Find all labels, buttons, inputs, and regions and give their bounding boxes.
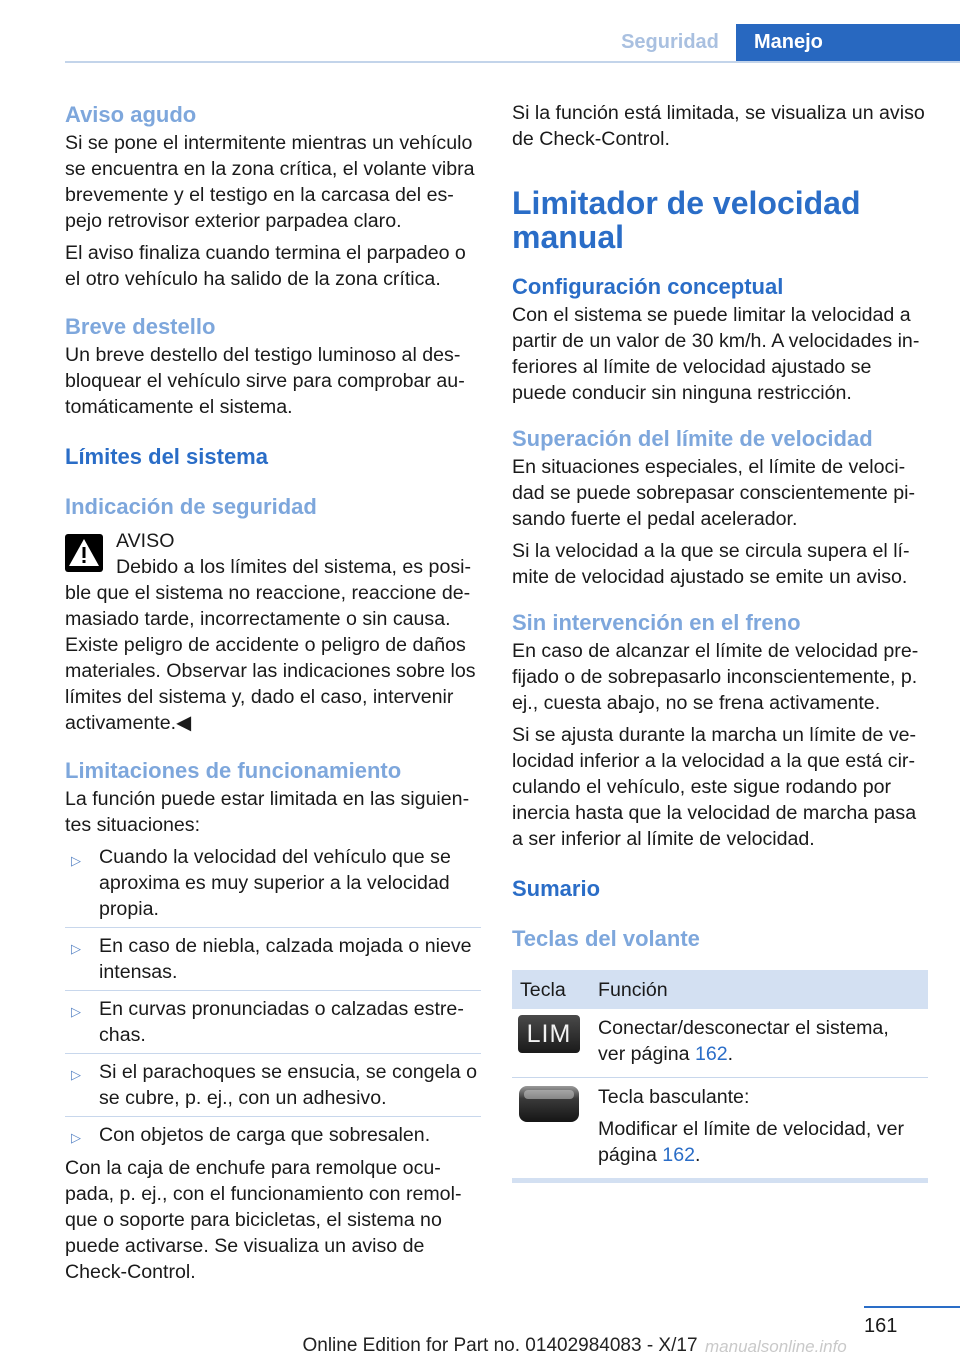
paragraph-sin-2: Si se ajusta durante la marcha un límite de velocidad inferior a la velocidad a la que está circulando el vehículo, este sigue rodando por inercia hasta que la velocidad de marcha pasa a ser inferior al límite de velocidad. <box>512 724 917 850</box>
page-number-rule <box>864 1306 960 1308</box>
column-header-funcion: Función <box>590 970 928 1009</box>
tab-manejo[interactable]: Manejo <box>736 24 960 61</box>
heading-sin-intervencion: Sin intervención en el freno <box>512 610 801 635</box>
paragraph-configuracion: Con el sistema se puede limitar la velocidad a partir de un valor de 30 km/h. A velocidades inferiores al límite de velocidad ajustado se puede conducir sin ninguna restricción. <box>512 304 920 404</box>
heading-indicacion-seguridad: Indicación de seguridad <box>65 494 317 519</box>
table-row <box>512 1078 928 1181</box>
heading-configuracion: Configuración conceptual <box>512 274 784 299</box>
watermark: manualsonline.info <box>705 1337 847 1356</box>
heading-sumario: Sumario <box>512 876 601 901</box>
heading-aviso-agudo: Aviso agudo <box>65 102 197 127</box>
paragraph-sin-1: En caso de alcanzar el límite de velocidad prefijado o de sobrepasarlo inconscientemente, p. ej., cuesta abajo, no se frena activamente. <box>512 640 919 714</box>
list-item: ▷ Si el parachoques se ensucia, se congela o se cubre, p. ej., con un adhesivo. <box>65 1053 481 1116</box>
bullet-triangle-icon: ▷ <box>71 1067 81 1082</box>
warning-icon <box>65 534 103 572</box>
bullet-triangle-icon: ▷ <box>71 1004 81 1019</box>
paragraph-superacion-1: En situaciones especiales, el límite de velocidad se puede sobrepasar conscientemente pisando fuerte el pedal acelerador. <box>512 456 916 530</box>
heading-limitaciones: Limitaciones de funcionamiento <box>65 758 402 783</box>
heading-teclas-volante: Teclas del volante <box>512 926 700 951</box>
warning-text: Debido a los límites del sistema, es posible que el sistema no reaccione, reaccione demasiado tarde, incorrectamente o sin causa. Existe peligro de accidente o peligro de daños materiales. Observar las indicaciones sobre los límites del sistema y, dado el caso, intervenir activamente.◀ <box>65 556 476 734</box>
page-number: 161 <box>864 1315 898 1337</box>
tab-seguridad[interactable]: Seguridad <box>621 31 719 53</box>
page-link-162[interactable]: 162 <box>662 1144 695 1166</box>
right-column <box>512 100 928 1183</box>
heading-limites-sistema: Límites del sistema <box>65 444 268 469</box>
table-cell-function: Tecla basculante: Modificar el límite de velocidad, ver página 162. <box>590 1078 928 1181</box>
list-item: ▷ En curvas pronunciadas o calzadas estrechas. <box>65 990 481 1053</box>
bullet-triangle-icon: ▷ <box>71 1130 81 1145</box>
warning-block <box>65 528 481 554</box>
table-cell-function: Conectar/desconectar el sistema, ver página 162. <box>590 1009 928 1078</box>
keys-table <box>512 970 928 1183</box>
paragraph-top: Si la función está limitada, se visualiza un aviso de Check-Control. <box>512 102 925 150</box>
heading-limitador: Limitador de velocidad manual <box>512 185 861 255</box>
lim-button-icon: LIM <box>518 1015 580 1053</box>
heading-breve-destello: Breve destello <box>65 314 216 339</box>
rocker-switch-icon <box>518 1084 580 1124</box>
paragraph-aviso-2: El aviso finaliza cuando termina el parpadeo o el otro vehículo ha salido de la zona crítica. <box>65 242 466 290</box>
paragraph-aviso-1: Si se pone el intermitente mientras un vehículo se encuentra en la zona crítica, el volante vibra brevemente y el testigo en la carcasa del espejo retrovisor exterior parpadea claro. <box>65 132 475 232</box>
bullet-triangle-icon: ▷ <box>71 853 81 868</box>
limitations-list <box>65 840 481 1153</box>
list-item: ▷ Cuando la velocidad del vehículo que se aproxima es muy superior a la velocidad propia. <box>71 846 451 920</box>
heading-superacion: Superación del límite de velocidad <box>512 426 873 451</box>
paragraph-superacion-2: Si la velocidad a la que se circula supera el límite de velocidad ajustado se emite un aviso. <box>512 540 910 588</box>
paragraph-limitaciones: La función puede estar limitada en las siguientes situaciones: <box>65 788 470 836</box>
list-item: ▷ En caso de niebla, calzada mojada o nieve intensas. <box>65 927 481 990</box>
table-row <box>512 1009 928 1078</box>
page-link-162[interactable]: 162 <box>694 1043 728 1065</box>
left-column <box>65 100 481 1291</box>
table-cell-icon <box>512 1009 590 1078</box>
table-header-row <box>512 970 928 1009</box>
header-rule <box>65 61 960 63</box>
column-header-tecla: Tecla <box>512 970 590 1009</box>
list-item: ▷ Con objetos de carga que sobresalen. <box>65 1116 481 1153</box>
footer-edition: Online Edition for Part no. 01402984083 - X/17 <box>302 1335 698 1356</box>
bullet-triangle-icon: ▷ <box>71 941 81 956</box>
warning-title: AVISO <box>116 530 175 552</box>
paragraph-breve: Un breve destello del testigo luminoso al desbloquear el vehículo sirve para comprobar automáticamente el sistema. <box>65 344 465 418</box>
table-cell-icon <box>512 1078 590 1181</box>
paragraph-remolque: Con la caja de enchufe para remolque ocupada, p. ej., con el funcionamiento con remolque o soporte para bicicletas, el sistema no puede activarse. Se visualiza un aviso de Check-Control. <box>65 1157 462 1283</box>
